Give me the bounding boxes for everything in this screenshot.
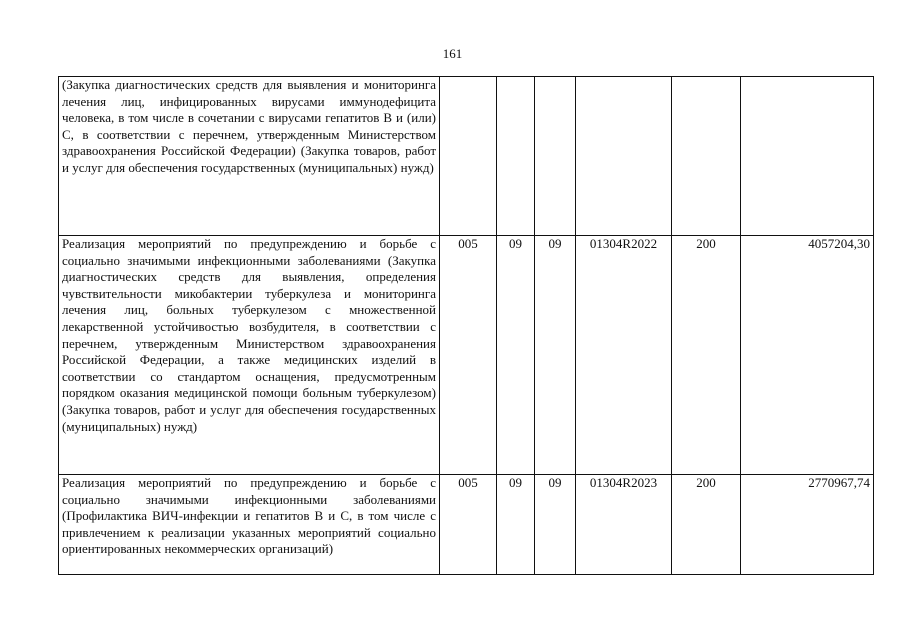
amount-value: 4057204,30 [741,236,874,475]
budget-table [58,76,874,575]
row-description: (Закупка диагностических средств для выявления и мониторинга лечения лиц, инфицированных вирусами иммунодефицита человека, в том числе в сочетании с вирусами гепатитов B и (или) C, в соответствии с перечнем, утвержденным Министерством здравоохранения Российской Федерации) (Закупка товаров, работ и услуг для обеспечения государственных (муниципальных) нужд) [62,77,436,175]
ministry-code [440,77,497,236]
table-row [59,475,874,575]
row-description-cell [59,77,440,236]
row-description-cell [59,236,440,475]
ministry-code: 005 [440,236,497,475]
subsection-code: 09 [535,475,576,575]
expense-type-code: 200 [672,236,741,475]
expense-type-code [672,77,741,236]
section-code: 09 [497,236,535,475]
row-description: Реализация мероприятий по предупреждению и борьбе с социально значимыми инфекционными заболеваниями (Закупка диагностических средств для выявления, определения чувствительности микобактерии туберкулеза и мониторинга лечения лиц, больных туберкулезом с множественной лекарственной устойчивостью возбудителя, в соответствии с перечнем, утвержденным Министерством здравоохранения Российской Федерации, а также медицинских изделий в соответствии со стандартом оснащения, предусмотренным порядком оказания медицинской помощи больным туберкулезом) (Закупка товаров, работ и услуг для обеспечения государственных (муниципальных) нужд) [62,236,436,434]
row-description-cell [59,475,440,575]
ministry-code: 005 [440,475,497,575]
page-number: 161 [442,46,463,61]
table-row [59,236,874,475]
target-article-code: 01304R2023 [576,475,672,575]
amount-value [741,77,874,236]
amount-value: 2770967,74 [741,475,874,575]
subsection-code [535,77,576,236]
table-row [59,77,874,236]
row-description: Реализация мероприятий по предупреждению и борьбе с социально значимыми инфекционными заболеваниями (Профилактика ВИЧ-инфекции и гепатитов B и C, в том числе с привлечением к реализации указанных мероприятий социально ориентированных некоммерческих организаций) [62,475,436,557]
section-code: 09 [497,475,535,575]
target-article-code [576,77,672,236]
expense-type-code: 200 [672,475,741,575]
subsection-code: 09 [535,236,576,475]
target-article-code: 01304R2022 [576,236,672,475]
section-code [497,77,535,236]
